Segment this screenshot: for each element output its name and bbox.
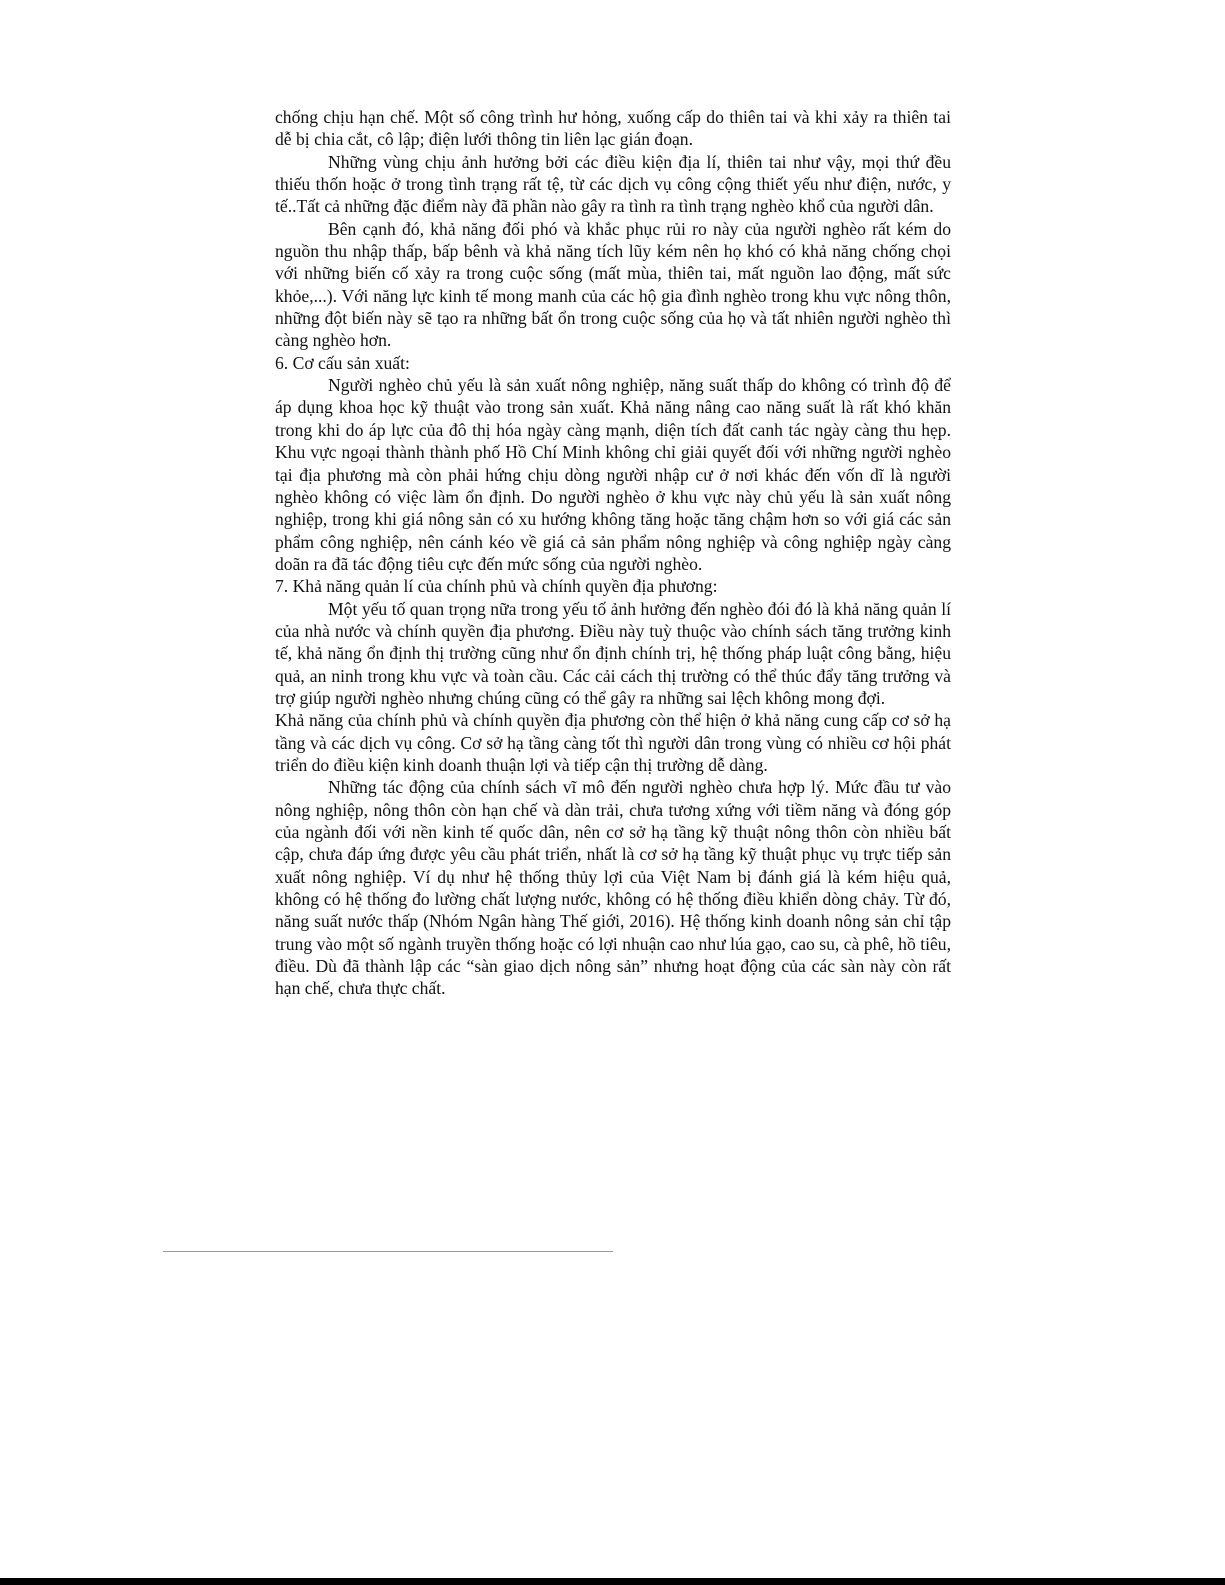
section-heading-government-capacity: 7. Khả năng quản lí của chính phủ và chính quyền địa phương:: [275, 576, 718, 597]
paragraph-infrastructure: Khả năng của chính phủ và chính quyền địa phương còn thể hiện ở khả năng cung cấp cơ sở hạ tầng và các dịch vụ công. Cơ sở hạ tầng càng tốt thì người dân trong vùng có nhiều cơ hội phát triển do điều kiện kinh doanh thuận lợi và tiếp cận thị trường dễ dàng.: [275, 710, 951, 775]
body-text: [275, 106, 951, 1000]
paragraph-macro-policy: Những tác động của chính sách vĩ mô đến người nghèo chưa hợp lý. Mức đầu tư vào nông nghiệp, nông thôn còn hạn chế và dàn trải, chưa tương xứng với tiềm năng và đóng góp của ngành đối với nền kinh tế quốc dân, nên cơ sở hạ tầng kỹ thuật nông thôn còn nhiều bất cập, chưa đáp ứng được yêu cầu phát triển, nhất là cơ sở hạ tầng kỹ thuật phục vụ trực tiếp sản xuất nông nghiệp. Ví dụ như hệ thống thủy lợi của Việt Nam bị đánh giá là kém hiệu quả, không có hệ thống đo lường chất lượng nước, không có hệ thống điều khiển dòng chảy. Từ đó, năng suất nước thấp (Nhóm Ngân hàng Thế giới, 2016). Hệ thống kinh doanh nông sản chỉ tập trung vào một số ngành truyền thống hoặc có lợi nhuận cao như lúa gạo, cao su, cà phê, hồ tiêu, điều. Dù đã thành lập các “sàn giao dịch nông sản” nhưng hoạt động của các sàn này còn rất hạn chế, chưa thực chất.: [275, 777, 951, 999]
page-bottom-edge: [0, 1578, 1225, 1585]
paragraph-continuation: chống chịu hạn chế. Một số công trình hư hỏng, xuống cấp do thiên tai và khi xảy ra thiên tai dễ bị chia cắt, cô lập; điện lưới thông tin liên lạc gián đoạn.: [275, 107, 951, 150]
paragraph-disaster-regions: Những vùng chịu ảnh hưởng bởi các điều kiện địa lí, thiên tai như vậy, mọi thứ đều thiếu thốn hoặc ở trong tình trạng rất tệ, từ các dịch vụ công cộng thiết yếu như điện, nước, y tế..Tất cả những đặc điểm này đã phần nào gây ra tình ra tình trạng nghèo khổ của người dân.: [275, 151, 951, 217]
paragraph-agriculture: Người nghèo chủ yếu là sản xuất nông nghiệp, năng suất thấp do không có trình độ để áp dụng khoa học kỹ thuật vào trong sản xuất. Khả năng nâng cao năng suất là rất khó khăn trong khi do áp lực của đô thị hóa ngày càng mạnh, diện tích đất canh tác ngày càng thu hẹp. Khu vực ngoại thành thành phố Hồ Chí Minh không chỉ giải quyết đối với những người nghèo tại địa phương mà còn phải hứng chịu dòng người nhập cư ở nơi khác đến vốn dĩ là người nghèo không có việc làm ổn định. Do người nghèo ở khu vực này chủ yếu là sản xuất nông nghiệp, trong khi giá nông sản có xu hướng không tăng hoặc tăng chậm hơn so với giá các sản phẩm công nghiệp, nên cánh kéo về giá cả sản phẩm nông nghiệp và công nghiệp ngày càng doãn ra đã tác động tiêu cực đến mức sống của người nghèo.: [275, 375, 951, 574]
footnote-separator: [163, 1251, 613, 1252]
paragraph-risk-coping: Bên cạnh đó, khả năng đối phó và khắc phục rủi ro này của người nghèo rất kém do nguồn thu nhập thấp, bấp bênh và khả năng tích lũy kém nên họ khó có khả năng chống chọi với những biến cố xảy ra trong cuộc sống (mất mùa, thiên tai, mất nguồn lao động, mất sức khỏe,...). Với năng lực kinh tế mong manh của các hộ gia đình nghèo trong khu vực nông thôn, những đột biến này sẽ tạo ra những bất ổn trong cuộc sống của họ và tất nhiên người nghèo thì càng nghèo hơn.: [275, 218, 951, 351]
paragraph-governance: Một yếu tố quan trọng nữa trong yếu tố ảnh hưởng đến nghèo đói đó là khả năng quản lí của nhà nước và chính quyền địa phương. Điều này tuỳ thuộc vào chính sách tăng trưởng kinh tế, khả năng ổn định thị trường cũng như ổn định chính trị, hệ thống pháp luật công bằng, hiệu quả, an ninh trong khu vực và toàn cầu. Các cải cách thị trường có thể thúc đẩy tăng trưởng và trợ giúp người nghèo nhưng chúng cũng có thể gây ra những sai lệch không mong đợi.: [275, 598, 951, 708]
section-heading-production-structure: 6. Cơ cấu sản xuất:: [275, 352, 410, 373]
